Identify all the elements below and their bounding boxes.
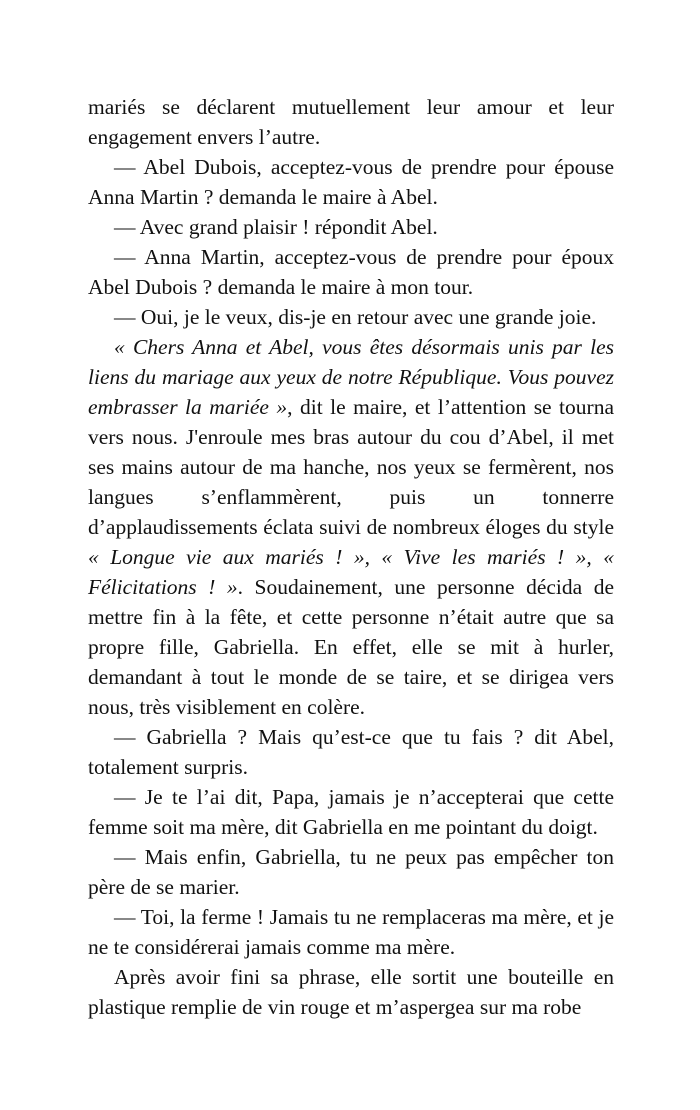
italic-quote: « Longue vie aux mariés ! », « Vive les mariés ! », « Félicitations ! » xyxy=(88,545,614,599)
paragraph-1 xyxy=(88,92,614,152)
text-segment: . Soudainement, une personne décida de mettre fin à la fête, et cette personne n’était autre que sa propre fille, Gabriella. En effet, elle se mit à hurler, demandant à tout le monde de se taire, et se dirigea vers nous, très visiblement en colère. xyxy=(88,575,614,719)
text-segment: — Je te l’ai dit, Papa, jamais je n’accepterai que cette femme soit ma mère, dit Gabriella en me pointant du doigt. xyxy=(88,785,614,839)
book-page-text xyxy=(88,92,614,1022)
text-segment: Après avoir fini sa phrase, elle sortit une bouteille en plastique remplie de vin rouge et m’aspergea sur ma robe xyxy=(88,965,614,1019)
paragraph-9 xyxy=(88,842,614,902)
paragraph-10 xyxy=(88,902,614,962)
italic-quote: « Chers Anna et Abel, vous êtes désormais unis par les liens du mariage aux yeux de notre République. Vous pouvez embrasser la mariée » xyxy=(88,335,614,419)
text-segment: — Toi, la ferme ! Jamais tu ne remplaceras ma mère, et je ne te considérerai jamais comme ma mère. xyxy=(88,905,614,959)
text-segment: — Abel Dubois, acceptez-vous de prendre pour épouse Anna Martin ? demanda le maire à Abel. xyxy=(88,155,614,209)
text-segment: mariés se déclarent mutuellement leur amour et leur engagement envers l’autre. xyxy=(88,95,614,149)
text-segment: — Gabriella ? Mais qu’est-ce que tu fais ? dit Abel, totalement surpris. xyxy=(88,725,614,779)
paragraph-11 xyxy=(88,962,614,1022)
paragraph-8 xyxy=(88,782,614,842)
paragraph-7 xyxy=(88,722,614,782)
text-segment: — Mais enfin, Gabriella, tu ne peux pas empêcher ton père de se marier. xyxy=(88,845,614,899)
paragraph-2 xyxy=(88,152,614,212)
paragraph-3 xyxy=(88,212,614,242)
text-segment: — Avec grand plaisir ! répondit Abel. xyxy=(114,215,438,239)
paragraph-4 xyxy=(88,242,614,302)
text-segment: , dit le maire, et l’attention se tourna vers nous. J'enroule mes bras autour du cou d’Abel, il met ses mains autour de ma hanche, nos yeux se fermèrent, nos langues s’enflammèrent, puis un tonnerre d’applaudissements éclata suivi de nombreux éloges du style xyxy=(88,395,614,539)
text-segment: — Oui, je le veux, dis-je en retour avec une grande joie. xyxy=(114,305,597,329)
text-segment: — Anna Martin, acceptez-vous de prendre pour époux Abel Dubois ? demanda le maire à mon tour. xyxy=(88,245,614,299)
paragraph-5 xyxy=(88,302,614,332)
paragraph-6 xyxy=(88,332,614,722)
